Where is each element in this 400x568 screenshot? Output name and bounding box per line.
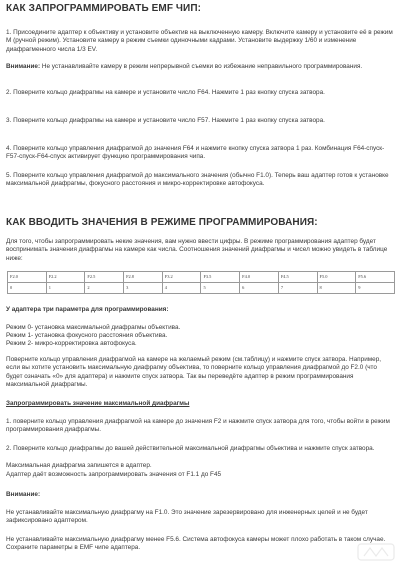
- step-4-text: 4. Поверните кольцо управления диафрагмой до значения F64 и нажмите кнопку спуска затвора 1 раз. Комбинация F64-спуск-F57-спуск-F64-спуск активирует функцию программирования чипа.: [6, 145, 385, 161]
- step-1-text: 1. Присоедините адаптер к объективу и установите объектив на выключенную камеру. Включите камеру и установите её в режим М (ручной режим). Установите камеру в режим съемки одиночными кадрами. Установите выдержку 1/60 и изменение диафрагменного числа 1/3 EV.: [6, 29, 393, 53]
- example-text: Поверните кольцо управления диафрагмой на камере на желаемый режим (см.таблицу) и нажмите спуск затвора. Например, если вы хотите установить максимальную диафрагму объектива, то поверните кольцо управления диафрагмой до F2.0 (что будет означать «0» для адаптера) и нажмите спуск затвора. Так вы переведёте адаптер в режим программирования максимальной диафрагмы.: [6, 356, 382, 389]
- aperture-row: [8, 272, 395, 283]
- mode-0-text: Режим 0- установка максимальной диафрагмы объектива.: [6, 324, 181, 331]
- number-cell: 9: [356, 283, 395, 294]
- intro-text: Для того, чтобы запрограммировать некие значения, вам нужно ввести цифры. В режиме программирования адаптер будет воспринимать значения диафрагмы на камере как числа. Соотношения значений диафрагмы и чисел можно увидеть в таблице ниже:: [6, 238, 388, 262]
- aperture-cell: F2.2: [46, 272, 85, 283]
- aperture-cell: F5.0: [317, 272, 356, 283]
- section-title-entering-values: КАК ВВОДИТЬ ЗНАЧЕНИЯ В РЕЖИМЕ ПРОГРАММИРОВАНИЯ:: [6, 217, 318, 228]
- number-row: [8, 283, 395, 294]
- mode-1-text: Режим 1- установка фокусного расстояния объектива.: [6, 332, 168, 339]
- aperture-cell: F4.0: [240, 272, 279, 283]
- aperture-cell: F5.6: [356, 272, 395, 283]
- aperture-number-table: [7, 271, 395, 294]
- max-step-2-text: 2. Поверните кольцо диафрагмы до вашей действительной максимальной диафрагмы объектива и нажмите спуск затвора.: [6, 445, 375, 452]
- max-aperture-heading: Запрограммировать значение максимальной диафрагмы: [6, 400, 190, 407]
- watermark-logo-icon: [356, 540, 396, 564]
- note-label: Внимание:: [6, 491, 41, 498]
- warning-paragraph: [6, 63, 394, 71]
- aperture-cell: F3.2: [162, 272, 201, 283]
- number-cell: 4: [162, 283, 201, 294]
- number-cell: 8: [317, 283, 356, 294]
- aperture-cell: F2.8: [124, 272, 163, 283]
- number-cell: 5: [201, 283, 240, 294]
- number-cell: 2: [85, 283, 124, 294]
- section-title-programming: КАК ЗАПРОГРАММИРОВАТЬ EMF ЧИП:: [6, 3, 202, 14]
- step-2-text: 2. Поверните кольцо диафрагмы на камере и установите число F64. Нажмите 1 раз кнопку спуска затвора.: [6, 89, 325, 96]
- aperture-cell: F2.0: [8, 272, 47, 283]
- max-step-1-text: 1. поверните кольцо управления диафрагмой на камере до значения F2 и нажмите спуск затвора для того, чтобы войти в режим программирования диафрагмы.: [6, 418, 390, 434]
- number-cell: 7: [278, 283, 317, 294]
- number-cell: 3: [124, 283, 163, 294]
- number-cell: 6: [240, 283, 279, 294]
- warning-label: Внимание:: [6, 63, 41, 70]
- step-5-text: 5. Поверните кольцо управления диафрагмой до максимального значения (обычно F1.0). Теперь ваш адаптер готов к установке максимальной диафрагмы, фокусного расстояния и микро-корректировке автофокуса.: [6, 172, 389, 188]
- params-heading: У адаптера три параметра для программирования:: [6, 306, 169, 313]
- aperture-cell: F4.5: [278, 272, 317, 283]
- warning-text: Не устанавливайте камеру в режим непрерывной съемки во избежание неправильного программирования.: [40, 63, 363, 70]
- number-cell: 1: [46, 283, 85, 294]
- mode-2-text: Режим 2- микро-корректировка автофокуса.: [6, 340, 137, 347]
- aperture-cell: F3.5: [201, 272, 240, 283]
- step-3-text: 3. Поверните кольцо диафрагмы на камере и установите число F57. Нажмите 1 раз кнопку спуска затвора.: [6, 117, 325, 124]
- number-cell: 0: [8, 283, 47, 294]
- aperture-cell: F2.5: [85, 272, 124, 283]
- note-1-text: Не устанавливайте максимальную диафрагму на F1.0. Это значение зарезервировано для инженерных целей и не будет зафиксировано адаптером.: [6, 509, 368, 525]
- max-range-text: Адаптер даёт возможность запрограммировать значения от F1.1 до F45: [6, 471, 222, 478]
- note-2-text: Не устанавливайте максимальную диафрагму менее F5.6. Система автофокуса камеры может плохо работать в таком случае. Сохраните параметры в EMF чипе адаптера.: [6, 536, 386, 552]
- max-saved-text: Максимальная диафрагма запишется в адаптер.: [6, 462, 152, 469]
